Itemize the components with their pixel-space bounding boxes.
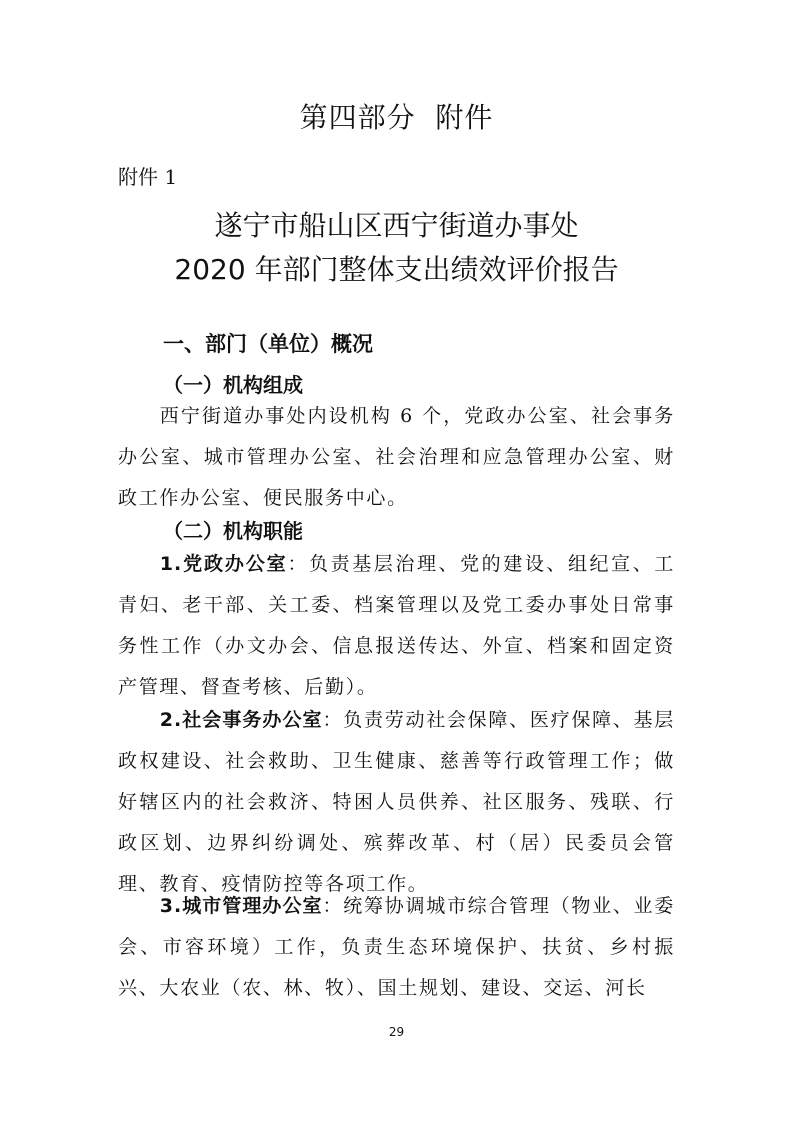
subsection-heading-1: （一）机构组成 — [163, 373, 303, 397]
appendix-label: 附件 1 — [118, 165, 178, 189]
paragraph-duty-2 — [118, 700, 675, 905]
duty-label-1: 1.党政办公室 — [159, 553, 288, 575]
page-number: 29 — [388, 1025, 405, 1039]
paragraph-structure: 西宁街道办事处内设机构 6 个，党政办公室、社会事务办公室、城市管理办公室、社会治理和应急管理办公室、财政工作办公室、便民服务中心。 — [118, 405, 675, 509]
report-title-line2: 2020 年部门整体支出绩效评价报告 — [174, 253, 619, 286]
subsection-heading-2: （二）机构职能 — [163, 519, 303, 543]
duty-text-2: ：负责劳动社会保障、医疗保障、基层政权建设、社会救助、卫生健康、慈善等行政管理工作；做好辖区内的社会救济、特困人员供养、社区服务、残联、行政区划、边界纠纷调处、殡葬改革、村（居）民委员会管理、教育、疫情防控等各项工作。 — [118, 709, 675, 895]
duty-text-3: ：统筹协调城市综合管理（物业、业委会、市容环境）工作，负责生态环境保护、扶贫、乡村振兴、大农业（农、林、牧）、国土规划、建设、交运、河长 — [118, 895, 675, 999]
duty-text-1: ：负责基层治理、党的建设、组纪宣、工青妇、老干部、关工委、档案管理以及党工委办事处日常事务性工作（办文办会、信息报送传达、外宣、档案和固定资产管理、督查考核、后勤）。 — [118, 553, 675, 698]
paragraph-duty-3 — [118, 886, 675, 1009]
report-title-line1: 遂宁市船山区西宁街道办事处 — [214, 209, 579, 242]
duty-label-2: 2.社会事务办公室 — [159, 709, 323, 731]
section-heading: 一、部门（单位）概况 — [163, 332, 373, 356]
duty-label-3: 3.城市管理办公室 — [159, 895, 323, 917]
part-title: 第四部分 附件 — [299, 101, 494, 134]
paragraph-duty-1 — [118, 544, 675, 708]
